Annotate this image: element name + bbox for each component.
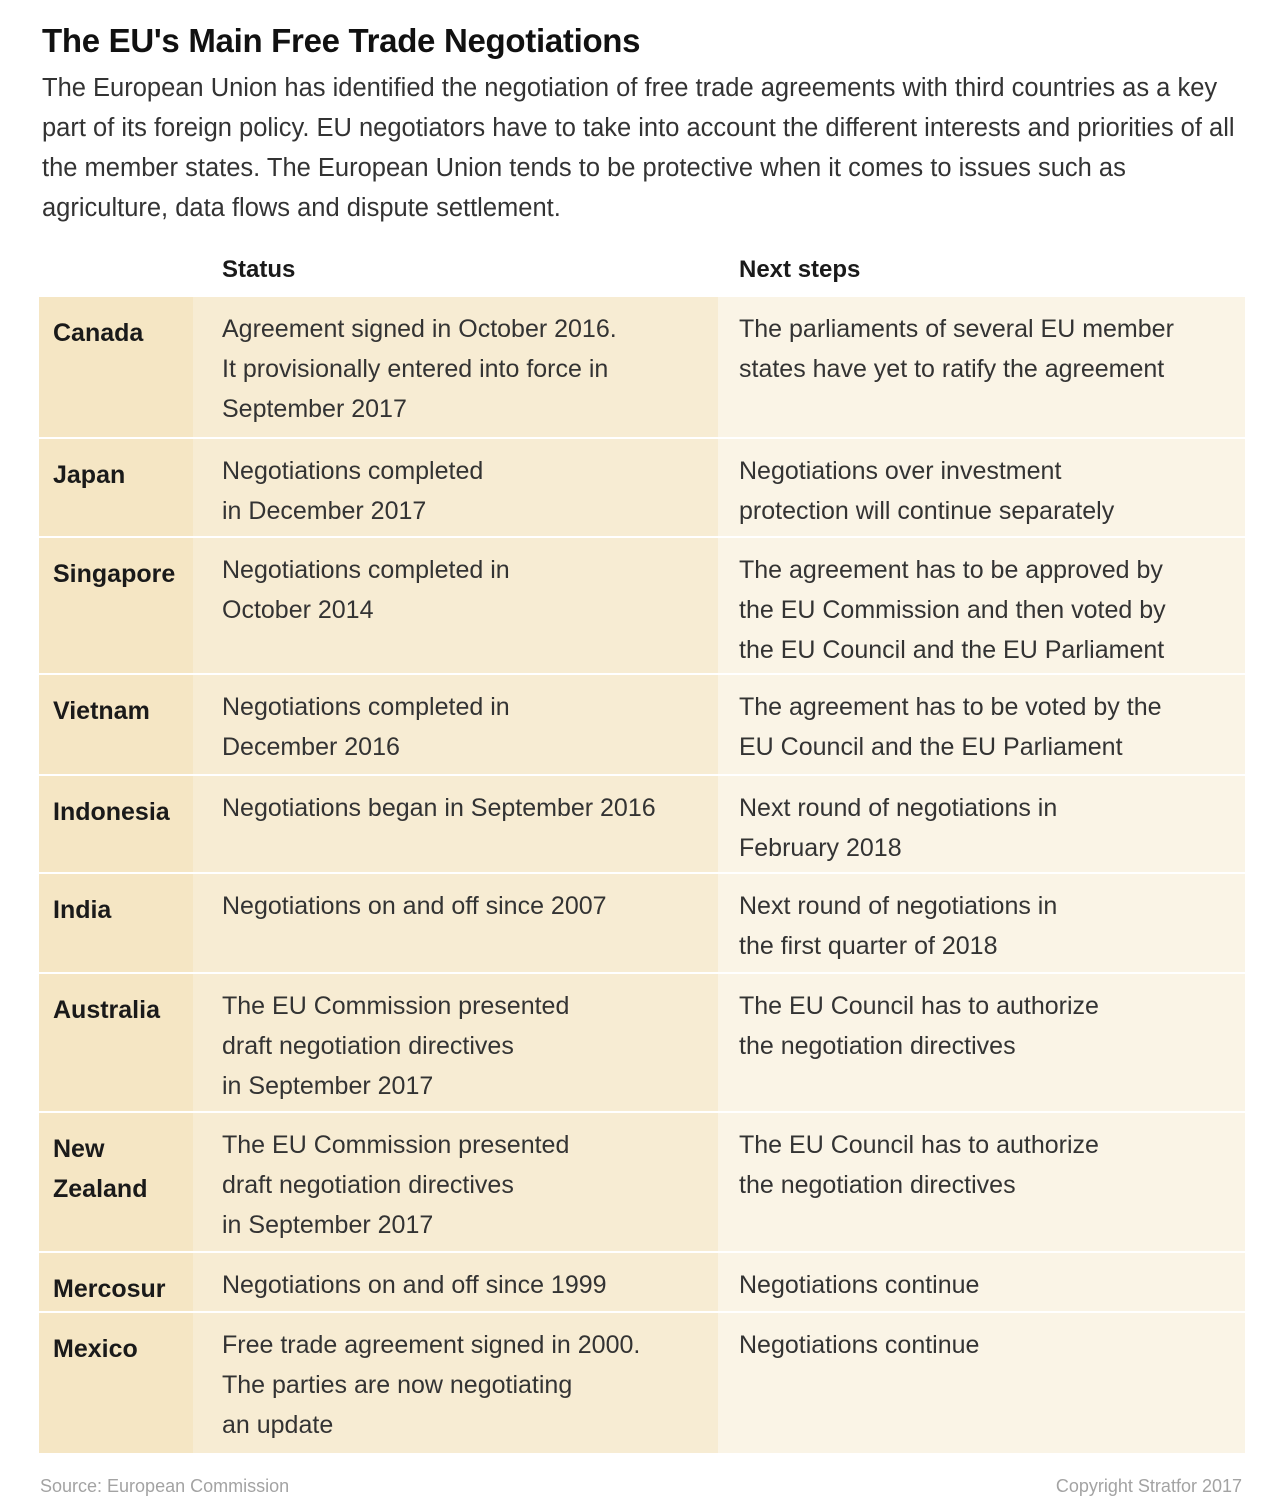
status-cell-line: Negotiations completed <box>222 457 484 485</box>
next-steps-cell-line: February 2018 <box>739 834 902 862</box>
country-cell <box>39 974 193 1111</box>
copyright-note: Copyright Stratfor 2017 <box>1055 1476 1242 1496</box>
next-steps-cell <box>718 1253 1245 1311</box>
table-row <box>39 1313 1245 1455</box>
status-cell-line: Negotiations began in September 2016 <box>222 794 656 822</box>
status-cell <box>193 1113 718 1251</box>
status-cell <box>193 776 718 872</box>
status-cell <box>193 297 718 437</box>
status-cell-line: Negotiations on and off since 1999 <box>222 1271 607 1299</box>
next-steps-cell-line: The agreement has to be voted by the <box>739 693 1162 721</box>
status-cell-line: The parties are now negotiating <box>222 1371 573 1399</box>
next-steps-cell-line: Negotiations continue <box>739 1271 980 1299</box>
table-row <box>39 1253 1245 1313</box>
page-title: The EU's Main Free Trade Negotiations <box>42 22 641 59</box>
next-steps-cell <box>718 675 1245 774</box>
next-steps-cell-line: the negotiation directives <box>739 1032 1016 1060</box>
column-header-status: Status <box>222 256 296 283</box>
country-cell-line: India <box>53 896 112 924</box>
country-cell <box>39 297 193 437</box>
country-cell-line: Australia <box>53 996 160 1024</box>
country-cell-line: Canada <box>53 319 144 347</box>
status-cell <box>193 1313 718 1453</box>
next-steps-cell <box>718 538 1245 673</box>
status-cell-line: an update <box>222 1411 334 1439</box>
country-cell <box>39 538 193 673</box>
next-steps-cell-line: the first quarter of 2018 <box>739 932 998 960</box>
next-steps-cell <box>718 1113 1245 1251</box>
table-row <box>39 297 1245 439</box>
status-cell-line: October 2014 <box>222 596 374 624</box>
table-row <box>39 1113 1245 1253</box>
next-steps-cell-line: Next round of negotiations in <box>739 794 1058 822</box>
status-cell-line: The EU Commission presented <box>222 1131 570 1159</box>
status-cell <box>193 675 718 774</box>
status-cell-line: Agreement signed in October 2016. <box>222 315 617 343</box>
country-cell-line: Zealand <box>53 1175 148 1203</box>
next-steps-cell <box>718 297 1245 437</box>
next-steps-cell-line: protection will continue separately <box>739 497 1115 525</box>
country-cell-line: Mercosur <box>53 1275 166 1303</box>
country-cell-line: Indonesia <box>53 798 170 826</box>
column-header-next-steps: Next steps <box>739 256 861 283</box>
status-cell <box>193 874 718 972</box>
next-steps-cell-line: Negotiations continue <box>739 1331 980 1359</box>
next-steps-cell <box>718 776 1245 872</box>
country-cell <box>39 776 193 872</box>
country-cell-line: Singapore <box>53 560 176 588</box>
country-cell <box>39 439 193 536</box>
next-steps-cell-line: Negotiations over investment <box>739 457 1062 485</box>
table-row <box>39 974 1245 1113</box>
status-cell-line: Free trade agreement signed in 2000. <box>222 1331 641 1359</box>
table-row <box>39 776 1245 874</box>
status-cell-line: draft negotiation directives <box>222 1032 514 1060</box>
next-steps-cell-line: EU Council and the EU Parliament <box>739 733 1123 761</box>
next-steps-cell-line: The EU Council has to authorize <box>739 1131 1099 1159</box>
next-steps-cell-line: Next round of negotiations in <box>739 892 1058 920</box>
table-row <box>39 675 1245 776</box>
country-cell <box>39 1253 193 1311</box>
table-row <box>39 538 1245 675</box>
next-steps-cell-line: states have yet to ratify the agreement <box>739 355 1165 383</box>
source-note: Source: European Commission <box>40 1476 290 1496</box>
status-cell-line: It provisionally entered into force in <box>222 355 609 383</box>
country-cell <box>39 1313 193 1453</box>
status-cell-line: in September 2017 <box>222 1211 434 1239</box>
next-steps-cell-line: the EU Council and the EU Parliament <box>739 636 1165 664</box>
status-cell-line: Negotiations on and off since 2007 <box>222 892 607 920</box>
status-cell <box>193 974 718 1111</box>
status-cell-line: The EU Commission presented <box>222 992 570 1020</box>
table-row <box>39 439 1245 538</box>
next-steps-cell <box>718 974 1245 1111</box>
next-steps-cell-line: The agreement has to be approved by <box>739 556 1163 584</box>
status-cell-line: draft negotiation directives <box>222 1171 514 1199</box>
country-cell <box>39 675 193 774</box>
next-steps-cell-line: The parliaments of several EU member <box>739 315 1174 343</box>
intro-paragraph: The European Union has identified the negotiation of free trade agreements with third countries as a key part of its foreign policy. EU negotiators have to take into account the different interests and priorities of all the member states. The European Union tends to be protective when it comes to issues such as agriculture, data flows and dispute settlement. <box>42 74 1235 222</box>
country-cell-line: New <box>53 1135 105 1163</box>
next-steps-cell-line: the EU Commission and then voted by <box>739 596 1166 624</box>
status-cell <box>193 538 718 673</box>
country-cell-line: Mexico <box>53 1335 138 1363</box>
next-steps-cell <box>718 439 1245 536</box>
status-cell-line: in December 2017 <box>222 497 427 525</box>
status-cell-line: in September 2017 <box>222 1072 434 1100</box>
country-cell-line: Japan <box>53 461 126 489</box>
status-cell-line: Negotiations completed in <box>222 693 510 721</box>
status-cell-line: September 2017 <box>222 395 407 423</box>
table-row <box>39 874 1245 974</box>
country-cell <box>39 1113 193 1251</box>
country-cell-line: Vietnam <box>53 697 150 725</box>
status-cell <box>193 439 718 536</box>
country-cell <box>39 874 193 972</box>
next-steps-cell <box>718 1313 1245 1453</box>
next-steps-cell-line: The EU Council has to authorize <box>739 992 1099 1020</box>
status-cell <box>193 1253 718 1311</box>
status-cell-line: Negotiations completed in <box>222 556 510 584</box>
next-steps-cell <box>718 874 1245 972</box>
next-steps-cell-line: the negotiation directives <box>739 1171 1016 1199</box>
status-cell-line: December 2016 <box>222 733 400 761</box>
